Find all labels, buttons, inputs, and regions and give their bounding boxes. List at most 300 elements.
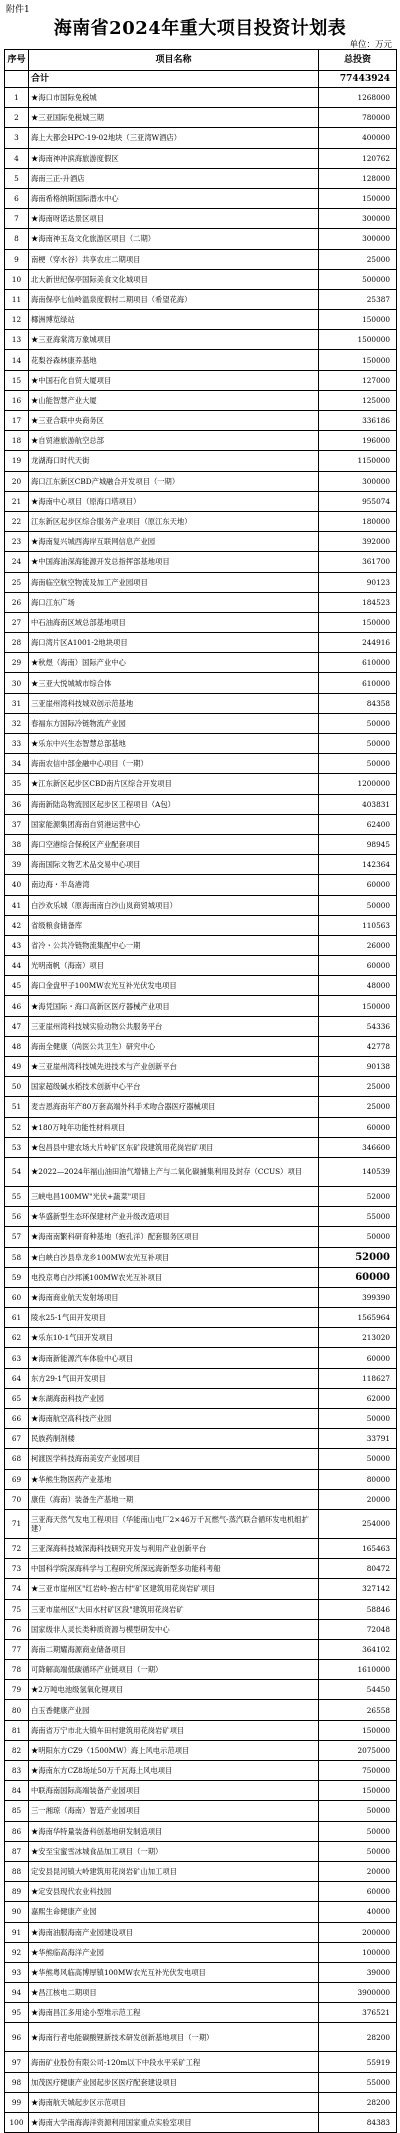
row-seq: 78 — [5, 1660, 29, 1680]
row-seq: 45 — [5, 976, 29, 996]
row-seq: 2 — [5, 108, 29, 128]
row-seq: 75 — [5, 1599, 29, 1619]
table-header-row — [5, 50, 397, 71]
row-seq: 14 — [5, 350, 29, 370]
row-project-name: 海南二期耀海源商业储备项目 — [29, 1639, 319, 1659]
row-seq: 28 — [5, 633, 29, 653]
row-investment: 80472 — [319, 1559, 397, 1579]
row-investment: 55000 — [319, 1207, 397, 1227]
row-investment: 165463 — [319, 1538, 397, 1558]
table-row — [5, 1016, 397, 1036]
row-project-name: 海南临空航空物流及加工产业园项目 — [29, 572, 319, 592]
table-row — [5, 108, 397, 128]
row-project-name: 国家能源集团海南自贸港运营中心 — [29, 814, 319, 834]
row-project-name: ★海南大学南海海洋资源利用国家重点实验室项目 — [29, 2113, 319, 2133]
row-investment: 213020 — [319, 1328, 397, 1348]
table-row — [5, 1619, 397, 1639]
table-row — [5, 1057, 397, 1077]
row-seq: 38 — [5, 834, 29, 854]
row-seq: 42 — [5, 915, 29, 935]
row-project-name: 中国科学院深海科学与工程研究所深远海新型多功能科考船 — [29, 1559, 319, 1579]
row-investment: 1500000 — [319, 330, 397, 350]
row-project-name: ★三亚市崖州区"红岩岭-抱古村"矿区建筑用花岗岩矿项目 — [29, 1579, 319, 1599]
row-project-name: 三亚深海科技城深海科技研究开发与利用产业创新平台 — [29, 1538, 319, 1558]
table-row — [5, 1660, 397, 1680]
row-project-name: 白沙欢乐城（原海南南白沙山岚商贸城项目） — [29, 895, 319, 915]
row-seq: 71 — [5, 1509, 29, 1538]
row-seq: 16 — [5, 390, 29, 410]
row-project-name: 龙湖海口时代天街 — [29, 451, 319, 471]
row-seq: 29 — [5, 653, 29, 673]
row-seq: 86 — [5, 1821, 29, 1841]
row-seq: 34 — [5, 754, 29, 774]
row-investment: 50000 — [319, 895, 397, 915]
table-row — [5, 269, 397, 289]
row-seq: 87 — [5, 1841, 29, 1861]
table-row — [5, 1983, 397, 2003]
row-investment: 150000 — [319, 350, 397, 370]
row-investment: 60000 — [319, 1267, 397, 1287]
row-project-name: ★自贸港旅游航空总部 — [29, 431, 319, 451]
row-investment: 127000 — [319, 370, 397, 390]
row-seq: 73 — [5, 1559, 29, 1579]
table-row — [5, 1942, 397, 1962]
row-project-name: ★海南华特量装备科创基地研发制造项目 — [29, 1821, 319, 1841]
row-seq: 48 — [5, 1036, 29, 1056]
row-seq: 39 — [5, 855, 29, 875]
row-seq: 67 — [5, 1429, 29, 1449]
row-project-name: ★山能智慧产业大厦 — [29, 390, 319, 410]
table-row — [5, 1538, 397, 1558]
row-seq: 52 — [5, 1117, 29, 1137]
row-project-name: 春福东方国际冷链物流产业园 — [29, 713, 319, 733]
row-seq: 6 — [5, 188, 29, 208]
table-row — [5, 1639, 397, 1659]
row-investment: 50000 — [319, 734, 397, 754]
table-row — [5, 1409, 397, 1429]
row-seq: 1 — [5, 88, 29, 108]
row-seq: 43 — [5, 935, 29, 955]
table-row — [5, 1097, 397, 1117]
table-row — [5, 653, 397, 673]
row-project-name: ★安至宝蜜雪冰城食品加工项目（一期） — [29, 1841, 319, 1861]
row-investment: 1200000 — [319, 774, 397, 794]
row-project-name: 海口湾片区A1001-2地块项目 — [29, 633, 319, 653]
row-investment: 128000 — [319, 168, 397, 188]
row-investment: 180000 — [319, 511, 397, 531]
row-project-name: ★海南航天城起步区示范项目 — [29, 2092, 319, 2112]
row-project-name: 海口金盘甲子100MW农光互补光伏发电项目 — [29, 976, 319, 996]
row-seq: 93 — [5, 1962, 29, 1982]
row-investment: 110563 — [319, 915, 397, 935]
row-investment: 300000 — [319, 471, 397, 491]
row-project-name: ★海南南繁科研育种基地（抱孔洋）配套服务区项目 — [29, 1227, 319, 1247]
table-row — [5, 935, 397, 955]
row-seq: 46 — [5, 996, 29, 1016]
row-investment: 98945 — [319, 834, 397, 854]
row-project-name: ★三亚国际免税城三期 — [29, 108, 319, 128]
row-seq: 66 — [5, 1409, 29, 1429]
row-project-name: 椰洲博览绿站 — [29, 310, 319, 330]
row-project-name: 海口江东新区CBD产城融合开发项目（一期） — [29, 471, 319, 491]
table-row — [5, 1559, 397, 1579]
row-project-name: 光明南帆（海南）项目 — [29, 956, 319, 976]
row-investment: 80000 — [319, 1469, 397, 1489]
table-row — [5, 774, 397, 794]
table-row — [5, 2113, 397, 2133]
row-seq: 55 — [5, 1186, 29, 1206]
row-investment: 42778 — [319, 1036, 397, 1056]
table-row — [5, 1599, 397, 1619]
table-row — [5, 855, 397, 875]
row-investment: 54450 — [319, 1680, 397, 1700]
row-project-name: 三亚市崖州区"大田水村矿区段"建筑用花岗岩矿 — [29, 1599, 319, 1619]
row-investment: 50000 — [319, 754, 397, 774]
row-project-name: 东方29-1气田开发项目 — [29, 1368, 319, 1388]
row-project-name: ★海南新能源汽车体验中心项目 — [29, 1348, 319, 1368]
table-row — [5, 1117, 397, 1137]
row-seq: 57 — [5, 1227, 29, 1247]
table-row — [5, 1861, 397, 1881]
row-project-name: ★乐东10-1气田开发项目 — [29, 1328, 319, 1348]
table-row — [5, 1700, 397, 1720]
row-seq: 5 — [5, 168, 29, 188]
row-seq: 98 — [5, 2072, 29, 2092]
row-investment: 62000 — [319, 1388, 397, 1408]
row-project-name: ★乐东中兴生态智慧总部基地 — [29, 734, 319, 754]
project-table — [4, 49, 397, 2133]
row-seq: 54 — [5, 1157, 29, 1186]
row-investment: 28200 — [319, 2023, 397, 2052]
row-seq: 90 — [5, 1902, 29, 1922]
row-seq: 91 — [5, 1922, 29, 1942]
table-row — [5, 431, 397, 451]
row-investment: 50000 — [319, 1409, 397, 1429]
row-seq: 88 — [5, 1861, 29, 1881]
total-label: 合计 — [29, 71, 319, 88]
row-seq: 92 — [5, 1942, 29, 1962]
row-seq: 27 — [5, 612, 29, 632]
table-row — [5, 1579, 397, 1599]
row-investment: 184523 — [319, 592, 397, 612]
row-seq: 7 — [5, 209, 29, 229]
table-row — [5, 88, 397, 108]
row-project-name: ★180万吨年功能性材料项目 — [29, 1117, 319, 1137]
row-investment: 399390 — [319, 1287, 397, 1307]
row-seq: 50 — [5, 1077, 29, 1097]
row-project-name: ★海南复兴城西海岸互联网信息产业园 — [29, 532, 319, 552]
table-row — [5, 2003, 397, 2023]
table-row — [5, 2072, 397, 2092]
table-row — [5, 956, 397, 976]
table-row — [5, 552, 397, 572]
row-seq: 32 — [5, 713, 29, 733]
row-project-name: 海南三正-升酒店 — [29, 168, 319, 188]
row-project-name: ★中国海油深海能源开发总指挥部基地项目 — [29, 552, 319, 572]
row-project-name: 电投京粤白沙邦溪100MW农光互补项目 — [29, 1267, 319, 1287]
total-seq-cell — [5, 71, 29, 88]
row-investment: 50000 — [319, 1801, 397, 1821]
row-investment: 336186 — [319, 411, 397, 431]
row-project-name: 中联海南国际高端装备产业园项目 — [29, 1781, 319, 1801]
row-investment: 300000 — [319, 229, 397, 249]
row-seq: 68 — [5, 1449, 29, 1469]
table-row — [5, 471, 397, 491]
row-investment: 327142 — [319, 1579, 397, 1599]
header-seq: 序号 — [5, 50, 29, 71]
row-project-name: ★海南呀诺达景区项目 — [29, 209, 319, 229]
table-row — [5, 2023, 397, 2052]
row-project-name: ★华熊临高海洋产业园 — [29, 1942, 319, 1962]
row-project-name: ★海南昌江多用途小型堆示范工程 — [29, 2003, 319, 2023]
row-seq: 35 — [5, 774, 29, 794]
row-investment: 33791 — [319, 1429, 397, 1449]
row-project-name: ★海南神冲滨海旅游度假区 — [29, 148, 319, 168]
row-investment: 50000 — [319, 1227, 397, 1247]
row-seq: 96 — [5, 2023, 29, 2052]
row-investment: 1150000 — [319, 451, 397, 471]
row-project-name: 三亚崖州湾科技城实验动物公共服务平台 — [29, 1016, 319, 1036]
row-seq: 10 — [5, 269, 29, 289]
row-project-name: 国家超级碱水稻技术创新中心平台 — [29, 1077, 319, 1097]
row-investment: 150000 — [319, 996, 397, 1016]
row-project-name: ★2022—2024年福山油田油气增储上产与二氧化碳捕集利用及封存（CCUS）项目 — [29, 1157, 319, 1186]
row-investment: 25000 — [319, 1077, 397, 1097]
row-seq: 53 — [5, 1137, 29, 1157]
row-investment: 90138 — [319, 1057, 397, 1077]
row-project-name: 江东新区起步区综合服务产业项目（原江东天地） — [29, 511, 319, 531]
row-project-name: 陵水25-1气田开发项目 — [29, 1308, 319, 1328]
table-row — [5, 1388, 397, 1408]
row-seq: 9 — [5, 249, 29, 269]
row-project-name: ★三亚崖州湾科技城先进技术与产业创新平台 — [29, 1057, 319, 1077]
row-investment: 60000 — [319, 875, 397, 895]
row-project-name: 定安县昆河镇大岭建筑用花岗岩矿山加工项目 — [29, 1861, 319, 1881]
table-row — [5, 1157, 397, 1186]
row-investment: 100000 — [319, 1942, 397, 1962]
table-row — [5, 1227, 397, 1247]
table-row — [5, 1962, 397, 1982]
table-row — [5, 1449, 397, 1469]
row-project-name: ★秋煜（海南）国际产业中心 — [29, 653, 319, 673]
row-investment: 25387 — [319, 289, 397, 309]
row-seq: 89 — [5, 1882, 29, 1902]
table-row — [5, 1207, 397, 1227]
row-project-name: ★白峡白沙县阜龙乡100MW农光互补项目 — [29, 1247, 319, 1267]
row-seq: 63 — [5, 1348, 29, 1368]
row-investment: 20000 — [319, 1861, 397, 1881]
row-seq: 59 — [5, 1267, 29, 1287]
row-project-name: ★华熊生物医药产业基地 — [29, 1469, 319, 1489]
row-investment: 52000 — [319, 1186, 397, 1206]
row-project-name: ★海南行者电能碳酸锂新技术研发创新基地项目（一期） — [29, 2023, 319, 2052]
row-investment: 364102 — [319, 1639, 397, 1659]
row-investment: 200000 — [319, 1922, 397, 1942]
row-seq: 12 — [5, 310, 29, 330]
row-seq: 83 — [5, 1761, 29, 1781]
row-investment: 52000 — [319, 1247, 397, 1267]
row-seq: 40 — [5, 875, 29, 895]
row-seq: 74 — [5, 1579, 29, 1599]
table-row — [5, 128, 397, 148]
row-investment: 120762 — [319, 148, 397, 168]
row-project-name: 海南农信中部金融中心项目（一期） — [29, 754, 319, 774]
row-project-name: 北大新世纪保亭国际美食文化城项目 — [29, 269, 319, 289]
row-project-name: 海南国际文物艺术品交易中心项目 — [29, 855, 319, 875]
row-seq: 58 — [5, 1247, 29, 1267]
table-row — [5, 794, 397, 814]
table-row — [5, 1077, 397, 1097]
table-row — [5, 532, 397, 552]
row-project-name: 海南新陆岛物流园区起步区工程项目（A包） — [29, 794, 319, 814]
row-investment: 140539 — [319, 1157, 397, 1186]
table-row — [5, 1469, 397, 1489]
row-project-name: 白玉香健康产业园 — [29, 1700, 319, 1720]
row-investment: 72048 — [319, 1619, 397, 1639]
row-investment: 84358 — [319, 693, 397, 713]
table-row — [5, 754, 397, 774]
header-name: 项目名称 — [29, 50, 319, 71]
row-seq: 100 — [5, 2113, 29, 2133]
row-investment: 84383 — [319, 2113, 397, 2133]
row-project-name: 三一湘琼（海南）智造产业园项目 — [29, 1801, 319, 1821]
table-row — [5, 188, 397, 208]
table-row — [5, 1882, 397, 1902]
table-row — [5, 2092, 397, 2112]
table-row — [5, 1922, 397, 1942]
row-project-name: ★明阳东方CZ9（1500MW）海上风电示范项目 — [29, 1740, 319, 1760]
row-seq: 17 — [5, 411, 29, 431]
table-row — [5, 1137, 397, 1157]
row-investment: 244916 — [319, 633, 397, 653]
row-project-name: ★海口市国际免税城 — [29, 88, 319, 108]
row-seq: 41 — [5, 895, 29, 915]
row-investment: 610000 — [319, 673, 397, 693]
row-investment: 780000 — [319, 108, 397, 128]
row-seq: 56 — [5, 1207, 29, 1227]
row-project-name: 麦吉恩海南年产80万套高端外科手术吻合器医疗器械项目 — [29, 1097, 319, 1117]
row-seq: 13 — [5, 330, 29, 350]
row-investment: 254000 — [319, 1509, 397, 1538]
row-project-name: 三亚崖州湾科技城双创示范基地 — [29, 693, 319, 713]
row-seq: 8 — [5, 229, 29, 249]
table-row — [5, 1761, 397, 1781]
table-row — [5, 168, 397, 188]
row-project-name: ★海南东方CZ8场址50万千瓦海上风电项目 — [29, 1761, 319, 1781]
row-seq: 79 — [5, 1680, 29, 1700]
row-project-name: ★定安县现代农业科技园 — [29, 1882, 319, 1902]
row-project-name: 三亚海天然气发电工程项目（华能南山电厂2×46万千瓦燃气-蒸汽联合循环发电机组扩建） — [29, 1509, 319, 1538]
row-investment: 1610000 — [319, 1660, 397, 1680]
unit-label: 单位：万元 — [349, 40, 392, 50]
row-investment: 26000 — [319, 935, 397, 955]
row-investment: 20000 — [319, 1489, 397, 1509]
table-row — [5, 895, 397, 915]
table-row — [5, 814, 397, 834]
row-seq: 97 — [5, 2052, 29, 2072]
document-title: 海南省2024年重大项目投资计划表 — [53, 18, 347, 39]
row-project-name: 加茂医疗健康产业园起步区医疗配套建设项目 — [29, 2072, 319, 2092]
row-investment: 150000 — [319, 612, 397, 632]
row-investment: 150000 — [319, 1781, 397, 1801]
row-project-name: ★海南油服海南产业园建设项目 — [29, 1922, 319, 1942]
row-seq: 30 — [5, 673, 29, 693]
row-seq: 11 — [5, 289, 29, 309]
row-investment: 55000 — [319, 2072, 397, 2092]
row-investment: 60000 — [319, 956, 397, 976]
row-seq: 80 — [5, 1700, 29, 1720]
table-row — [5, 875, 397, 895]
table-row — [5, 1902, 397, 1922]
row-seq: 21 — [5, 491, 29, 511]
row-project-name: ★海凭国际・海口高新区医疗器械产业项目 — [29, 996, 319, 1016]
table-row — [5, 1429, 397, 1449]
row-investment: 50000 — [319, 1841, 397, 1861]
row-seq: 81 — [5, 1720, 29, 1740]
table-row — [5, 511, 397, 531]
row-investment: 58846 — [319, 1599, 397, 1619]
table-row — [5, 612, 397, 632]
row-seq: 36 — [5, 794, 29, 814]
row-investment: 50000 — [319, 1449, 397, 1469]
row-investment: 3900000 — [319, 1983, 397, 2003]
row-project-name: 柯渡医学科技海南美安产业园项目 — [29, 1449, 319, 1469]
row-seq: 15 — [5, 370, 29, 390]
row-investment: 25000 — [319, 1097, 397, 1117]
row-investment: 142364 — [319, 855, 397, 875]
row-seq: 85 — [5, 1801, 29, 1821]
row-investment: 40000 — [319, 1902, 397, 1922]
table-row — [5, 976, 397, 996]
row-project-name: 海上大都会HPC-19-02地块（三亚湾W酒店） — [29, 128, 319, 148]
row-seq: 18 — [5, 431, 29, 451]
table-row — [5, 572, 397, 592]
row-seq: 61 — [5, 1308, 29, 1328]
row-investment: 955074 — [319, 491, 397, 511]
row-seq: 37 — [5, 814, 29, 834]
row-investment: 2075000 — [319, 1740, 397, 1760]
row-project-name: ★江东新区起步区CBD南片区综合开发项目 — [29, 774, 319, 794]
table-row — [5, 310, 397, 330]
table-row — [5, 1036, 397, 1056]
table-row — [5, 1328, 397, 1348]
row-project-name: 国家级非人灵长类种质资源与模型研发中心 — [29, 1619, 319, 1639]
row-investment: 1565964 — [319, 1308, 397, 1328]
row-investment: 26558 — [319, 1700, 397, 1720]
table-row — [5, 1781, 397, 1801]
row-seq: 24 — [5, 552, 29, 572]
row-seq: 76 — [5, 1619, 29, 1639]
row-investment: 62400 — [319, 814, 397, 834]
row-investment: 60000 — [319, 1882, 397, 1902]
table-row — [5, 734, 397, 754]
row-project-name: ★海南中心项目（原海口塔项目） — [29, 491, 319, 511]
table-row — [5, 1186, 397, 1206]
row-seq: 23 — [5, 532, 29, 552]
row-investment: 300000 — [319, 209, 397, 229]
row-seq: 31 — [5, 693, 29, 713]
row-investment: 54336 — [319, 1016, 397, 1036]
row-project-name: ★华熊粤风临高博厚镇100MW农光互补光伏发电项目 — [29, 1962, 319, 1982]
row-project-name: 花梨谷森林康养基地 — [29, 350, 319, 370]
row-project-name: ★海南商业航天发射场项目 — [29, 1287, 319, 1307]
row-investment: 500000 — [319, 269, 397, 289]
row-investment: 50000 — [319, 1821, 397, 1841]
row-investment: 196000 — [319, 431, 397, 451]
row-seq: 72 — [5, 1538, 29, 1558]
row-investment: 150000 — [319, 1720, 397, 1740]
row-project-name: ★2万吨电池级氢氧化锂项目 — [29, 1680, 319, 1700]
